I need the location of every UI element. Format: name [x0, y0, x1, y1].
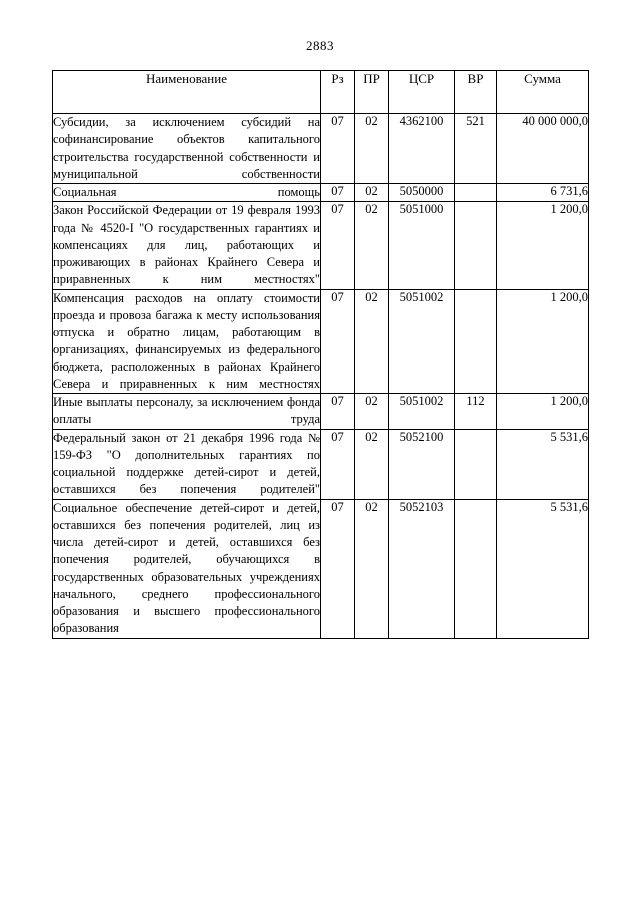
- row-rz: 07: [321, 184, 355, 202]
- column-header-name: Наименование: [53, 71, 321, 114]
- row-sum: 1 200,0: [497, 202, 589, 289]
- row-name: Компенсация расходов на оплату стоимости проезда и провоза багажа к месту использования отпуска и обратно лицам, работающим в организациях, финансируемых из федерального бюджета, расположенных в районах Крайнего Севера и приравненных к ним местностях: [53, 289, 321, 394]
- row-pr: 02: [355, 499, 389, 638]
- row-name: Субсидии, за исключением субсидий на софинансирование объектов капитального строительства государственной собственности и муниципальной собственности: [53, 114, 321, 184]
- page-number: 2883: [306, 38, 334, 53]
- row-pr: 02: [355, 289, 389, 394]
- table-header: [53, 71, 589, 114]
- row-csr: 5052100: [389, 429, 455, 499]
- table-row: [53, 184, 589, 202]
- row-csr: 5050000: [389, 184, 455, 202]
- column-header-vr: ВР: [455, 71, 497, 114]
- row-csr: 4362100: [389, 114, 455, 184]
- row-csr: 5051002: [389, 394, 455, 430]
- row-vr: [455, 202, 497, 289]
- row-rz: 07: [321, 114, 355, 184]
- table-row: [53, 114, 589, 184]
- row-rz: 07: [321, 499, 355, 638]
- row-rz: 07: [321, 394, 355, 430]
- budget-table-container: [52, 70, 588, 639]
- row-vr: [455, 184, 497, 202]
- row-csr: 5052103: [389, 499, 455, 638]
- row-vr: [455, 289, 497, 394]
- budget-table: [52, 70, 589, 639]
- row-name: Иные выплаты персоналу, за исключением фонда оплаты труда: [53, 394, 321, 430]
- row-sum: 1 200,0: [497, 289, 589, 394]
- column-header-csr: ЦСР: [389, 71, 455, 114]
- row-rz: 07: [321, 289, 355, 394]
- row-sum: 6 731,6: [497, 184, 589, 202]
- row-vr: 521: [455, 114, 497, 184]
- table-header-row: [53, 71, 589, 114]
- row-vr: 112: [455, 394, 497, 430]
- row-sum: 40 000 000,0: [497, 114, 589, 184]
- row-name: Закон Российской Федерации от 19 февраля 1993 года № 4520-I "О государственных гарантиях и компенсациях для лиц, работающих и проживающих в районах Крайнего Севера и приравненных к ним местностях": [53, 202, 321, 289]
- row-vr: [455, 429, 497, 499]
- table-row: [53, 394, 589, 430]
- row-name: Социальная помощь: [53, 184, 321, 202]
- row-sum: 1 200,0: [497, 394, 589, 430]
- row-sum: 5 531,6: [497, 499, 589, 638]
- row-pr: 02: [355, 184, 389, 202]
- row-pr: 02: [355, 114, 389, 184]
- table-row: [53, 202, 589, 289]
- column-header-rz: Рз: [321, 71, 355, 114]
- row-name: Федеральный закон от 21 декабря 1996 года № 159-ФЗ "О дополнительных гарантиях по социальной поддержке детей-сирот и детей, оставшихся без попечения родителей": [53, 429, 321, 499]
- row-pr: 02: [355, 394, 389, 430]
- row-csr: 5051000: [389, 202, 455, 289]
- table-body: [53, 114, 589, 639]
- row-csr: 5051002: [389, 289, 455, 394]
- row-sum: 5 531,6: [497, 429, 589, 499]
- row-pr: 02: [355, 202, 389, 289]
- table-row: [53, 429, 589, 499]
- table-row: [53, 499, 589, 638]
- row-vr: [455, 499, 497, 638]
- column-header-pr: ПР: [355, 71, 389, 114]
- table-row: [53, 289, 589, 394]
- row-rz: 07: [321, 429, 355, 499]
- column-header-sum: Сумма: [497, 71, 589, 114]
- row-rz: 07: [321, 202, 355, 289]
- row-pr: 02: [355, 429, 389, 499]
- row-name: Социальное обеспечение детей-сирот и детей, оставшихся без попечения родителей, лиц из числа детей-сирот и детей, оставшихся без попечения родителей, обучающихся в государственных образовательных учреждениях начального, среднего профессионального образования и высшего профессионального образования: [53, 499, 321, 638]
